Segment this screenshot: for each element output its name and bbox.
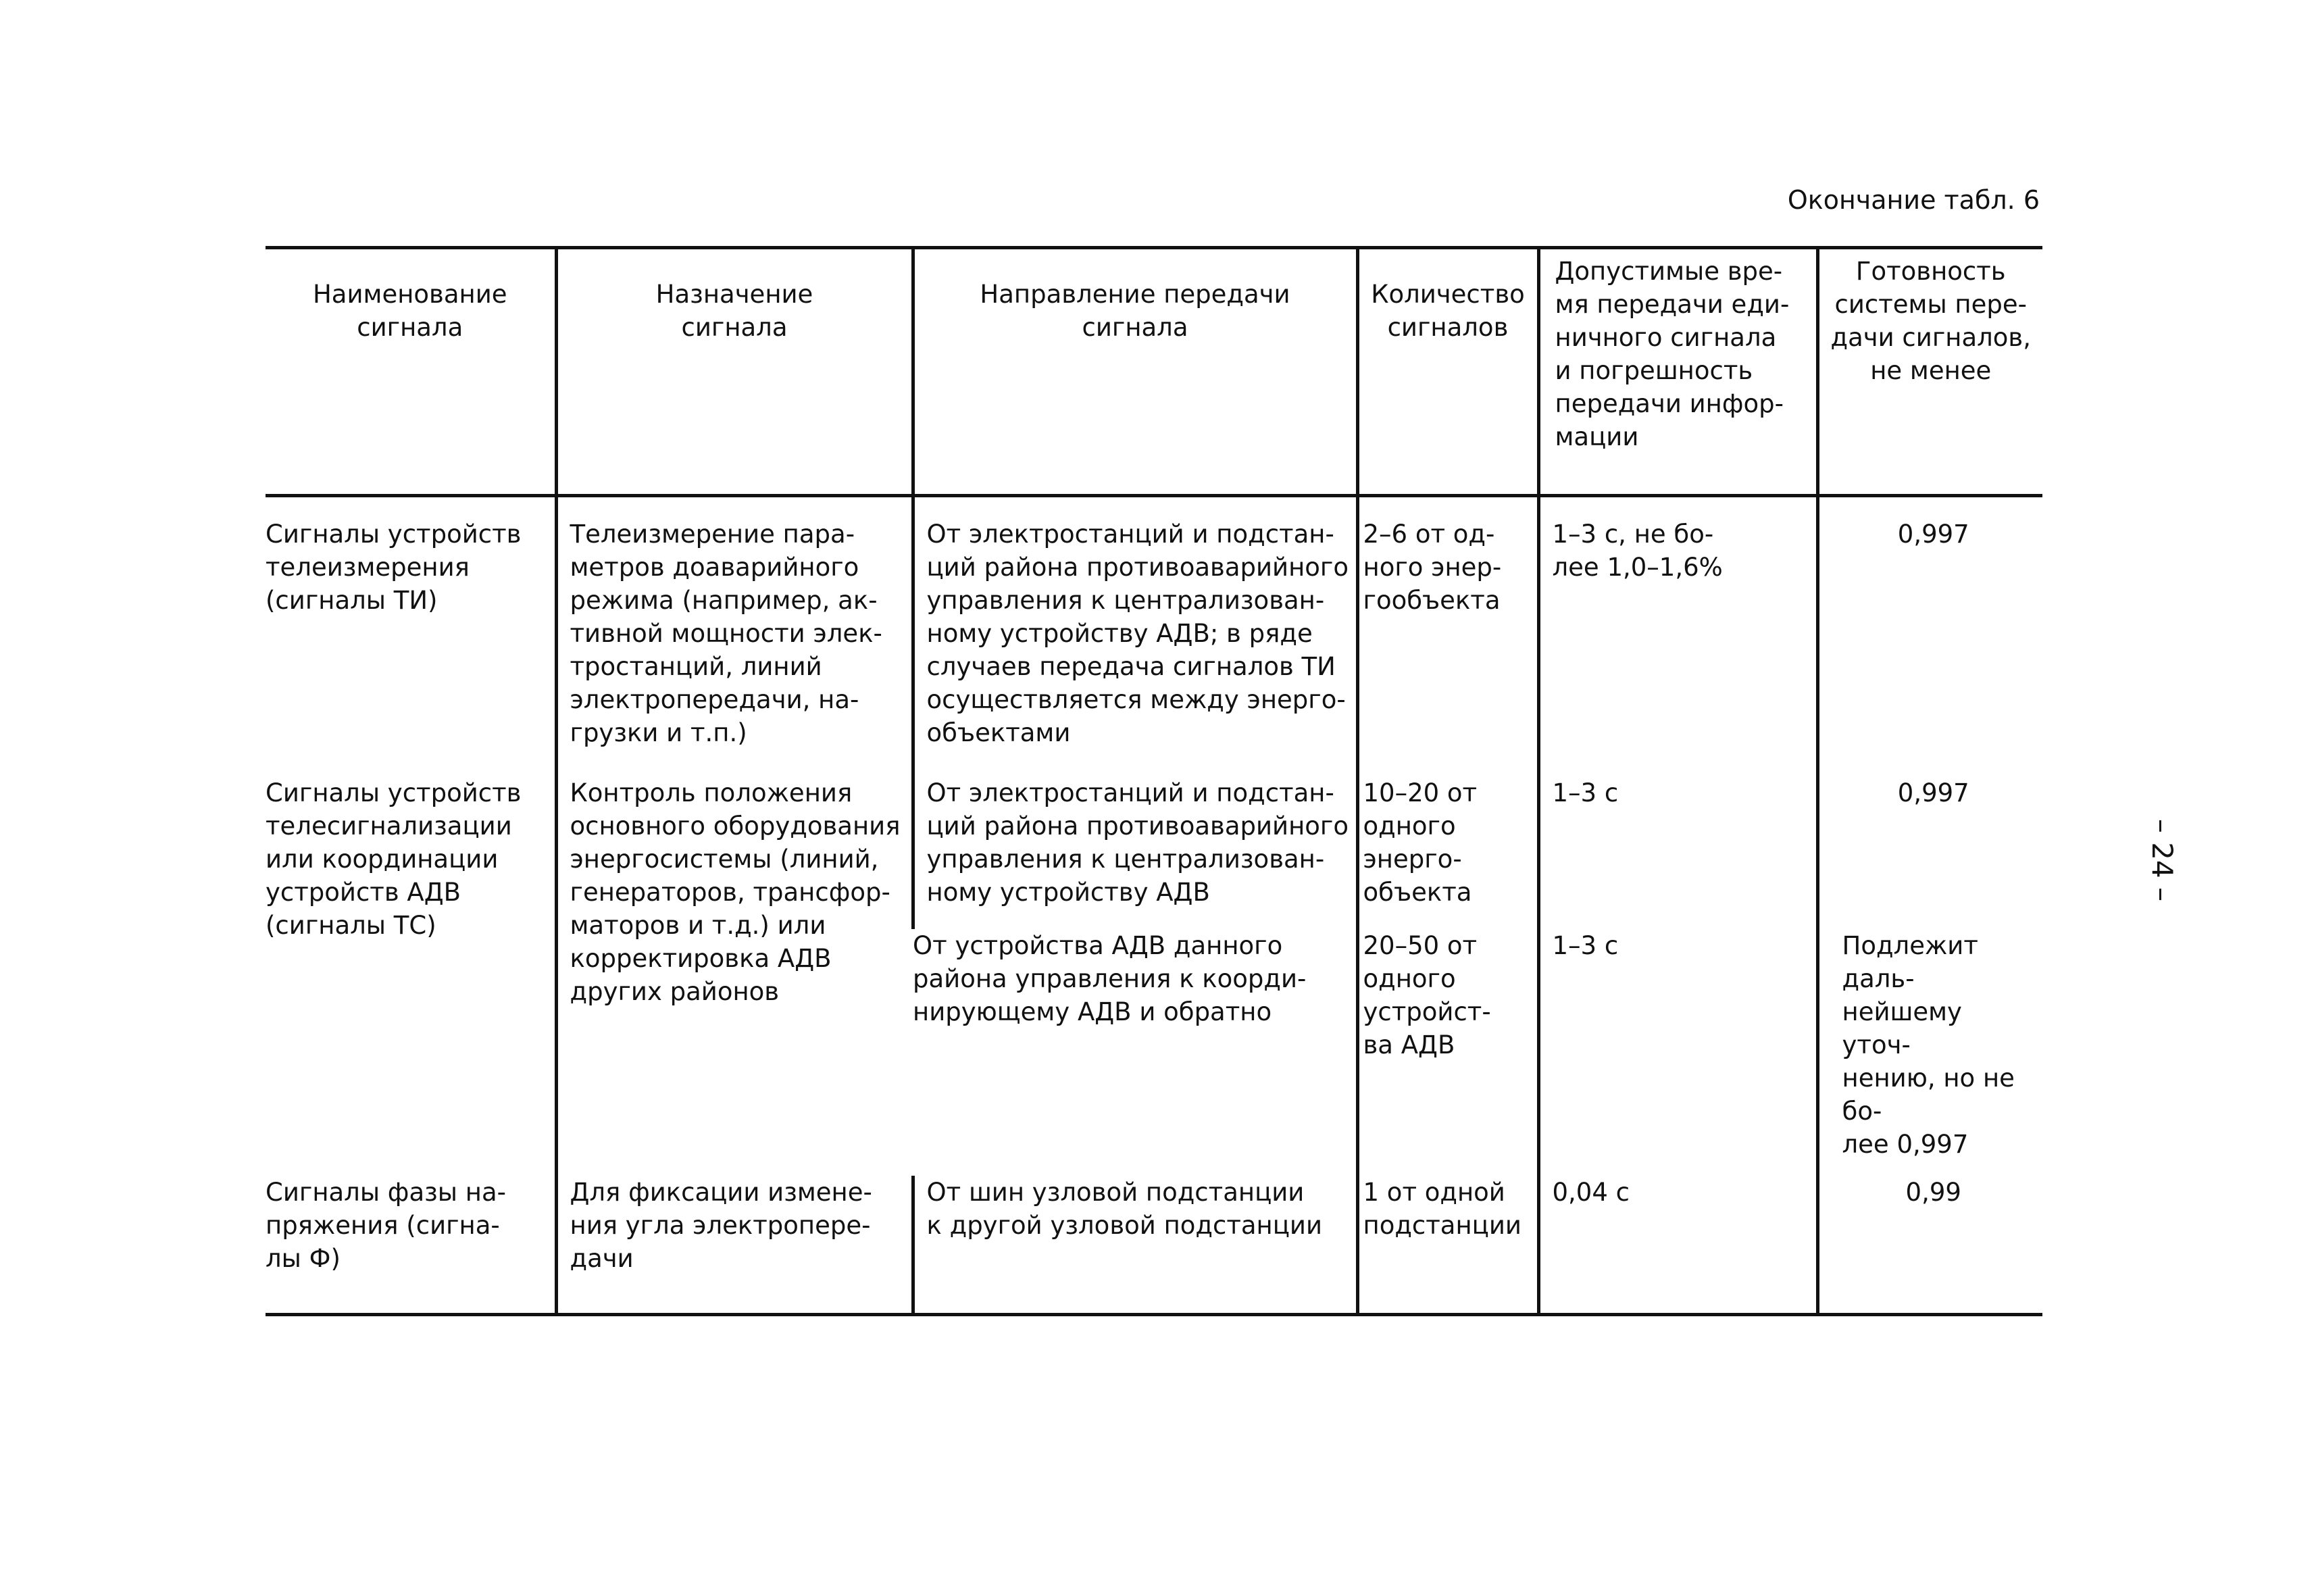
signals-table: [266, 246, 2042, 1316]
cell-signal-name: Сигналы устройств телеизмерения (сигналы ТИ): [266, 520, 522, 615]
cell-signal-count: 20–50 от одного устройст- ва АДВ: [1357, 929, 1538, 1176]
header-signal-name: Наименование сигнала: [266, 248, 556, 496]
cell-signal-purpose: Контроль положения основного оборудования энергосистемы (линий, генераторов, трансфор- маторов и т.д.) или корректировка АДВ других районов: [556, 776, 913, 1176]
cell-signal-count: 1 от одной подстанции: [1357, 1176, 1538, 1315]
table-row: [266, 776, 2042, 929]
cell-transmission-direction: От шин узловой подстанции к другой узловой подстанции: [913, 1176, 1357, 1315]
cell-system-readiness: 0,997: [1817, 496, 2042, 777]
cell-transmission-direction: От устройства АДВ данного района управления к коорди- нирующему АДВ и обратно: [913, 931, 1307, 1026]
cell-signal-name: Сигналы фазы на- пряжения (сигна- лы Ф): [266, 1176, 556, 1315]
cell-transmission-time: 0,04 с: [1538, 1176, 1817, 1315]
cell-system-readiness: Подлежит даль- нейшему уточ- нению, но не бо- лее 0,997: [1817, 929, 2042, 1176]
cell-transmission-time: 1–3 с, не бо- лее 1,0–1,6%: [1538, 496, 1817, 777]
cell-system-readiness: 0,99: [1817, 1176, 2042, 1315]
cell-signal-purpose: Телеизмерение пара- метров доаварийного режима (например, ак- тивной мощности элек- тростанций, линий электропередачи, на- грузки и т.п.): [556, 496, 913, 777]
table-row: [266, 1176, 2042, 1315]
cell-transmission-direction: От электростанций и подстан- ций района противоаварийного управления к централизован- ному устройству АДВ: [913, 776, 1357, 929]
table-row: [266, 496, 2042, 777]
cell-system-readiness: 0,997: [1817, 776, 2042, 929]
table-caption: Окончание табл. 6: [1787, 185, 2040, 215]
header-system-readiness: Готовность системы пере- дачи сигналов, не менее: [1817, 248, 2042, 496]
cell-transmission-time: 1–3 с: [1538, 776, 1817, 929]
cell-signal-count: 10–20 от одного энерго- объекта: [1357, 776, 1538, 929]
cell-signal-name: Сигналы устройств телесигнализации или координации устройств АДВ (сигналы ТС): [266, 778, 522, 940]
header-signal-purpose: Назначение сигнала: [556, 248, 913, 496]
cell-signal-purpose: Для фиксации измене- ния угла электропере- дачи: [556, 1176, 913, 1315]
header-transmission-time: Допустимые вре- мя передачи еди- ничного сигнала и погрешность передачи инфор- мации: [1538, 248, 1817, 496]
cell-signal-count: 2–6 от од- ного энер- гообъекта: [1357, 496, 1538, 777]
cell-transmission-direction: От электростанций и подстан- ций района противоаварийного управления к централизован- ному устройству АДВ; в ряде случаев передача сигналов ТИ осуществляется между энерго- объектами: [913, 496, 1357, 777]
table-header-row: [266, 248, 2042, 496]
header-transmission-direction: Направление передачи сигнала: [913, 248, 1357, 496]
page-number: – 24 –: [2146, 818, 2179, 902]
cell-transmission-time: 1–3 с: [1538, 929, 1817, 1176]
header-signal-count: Количество сигналов: [1357, 248, 1538, 496]
